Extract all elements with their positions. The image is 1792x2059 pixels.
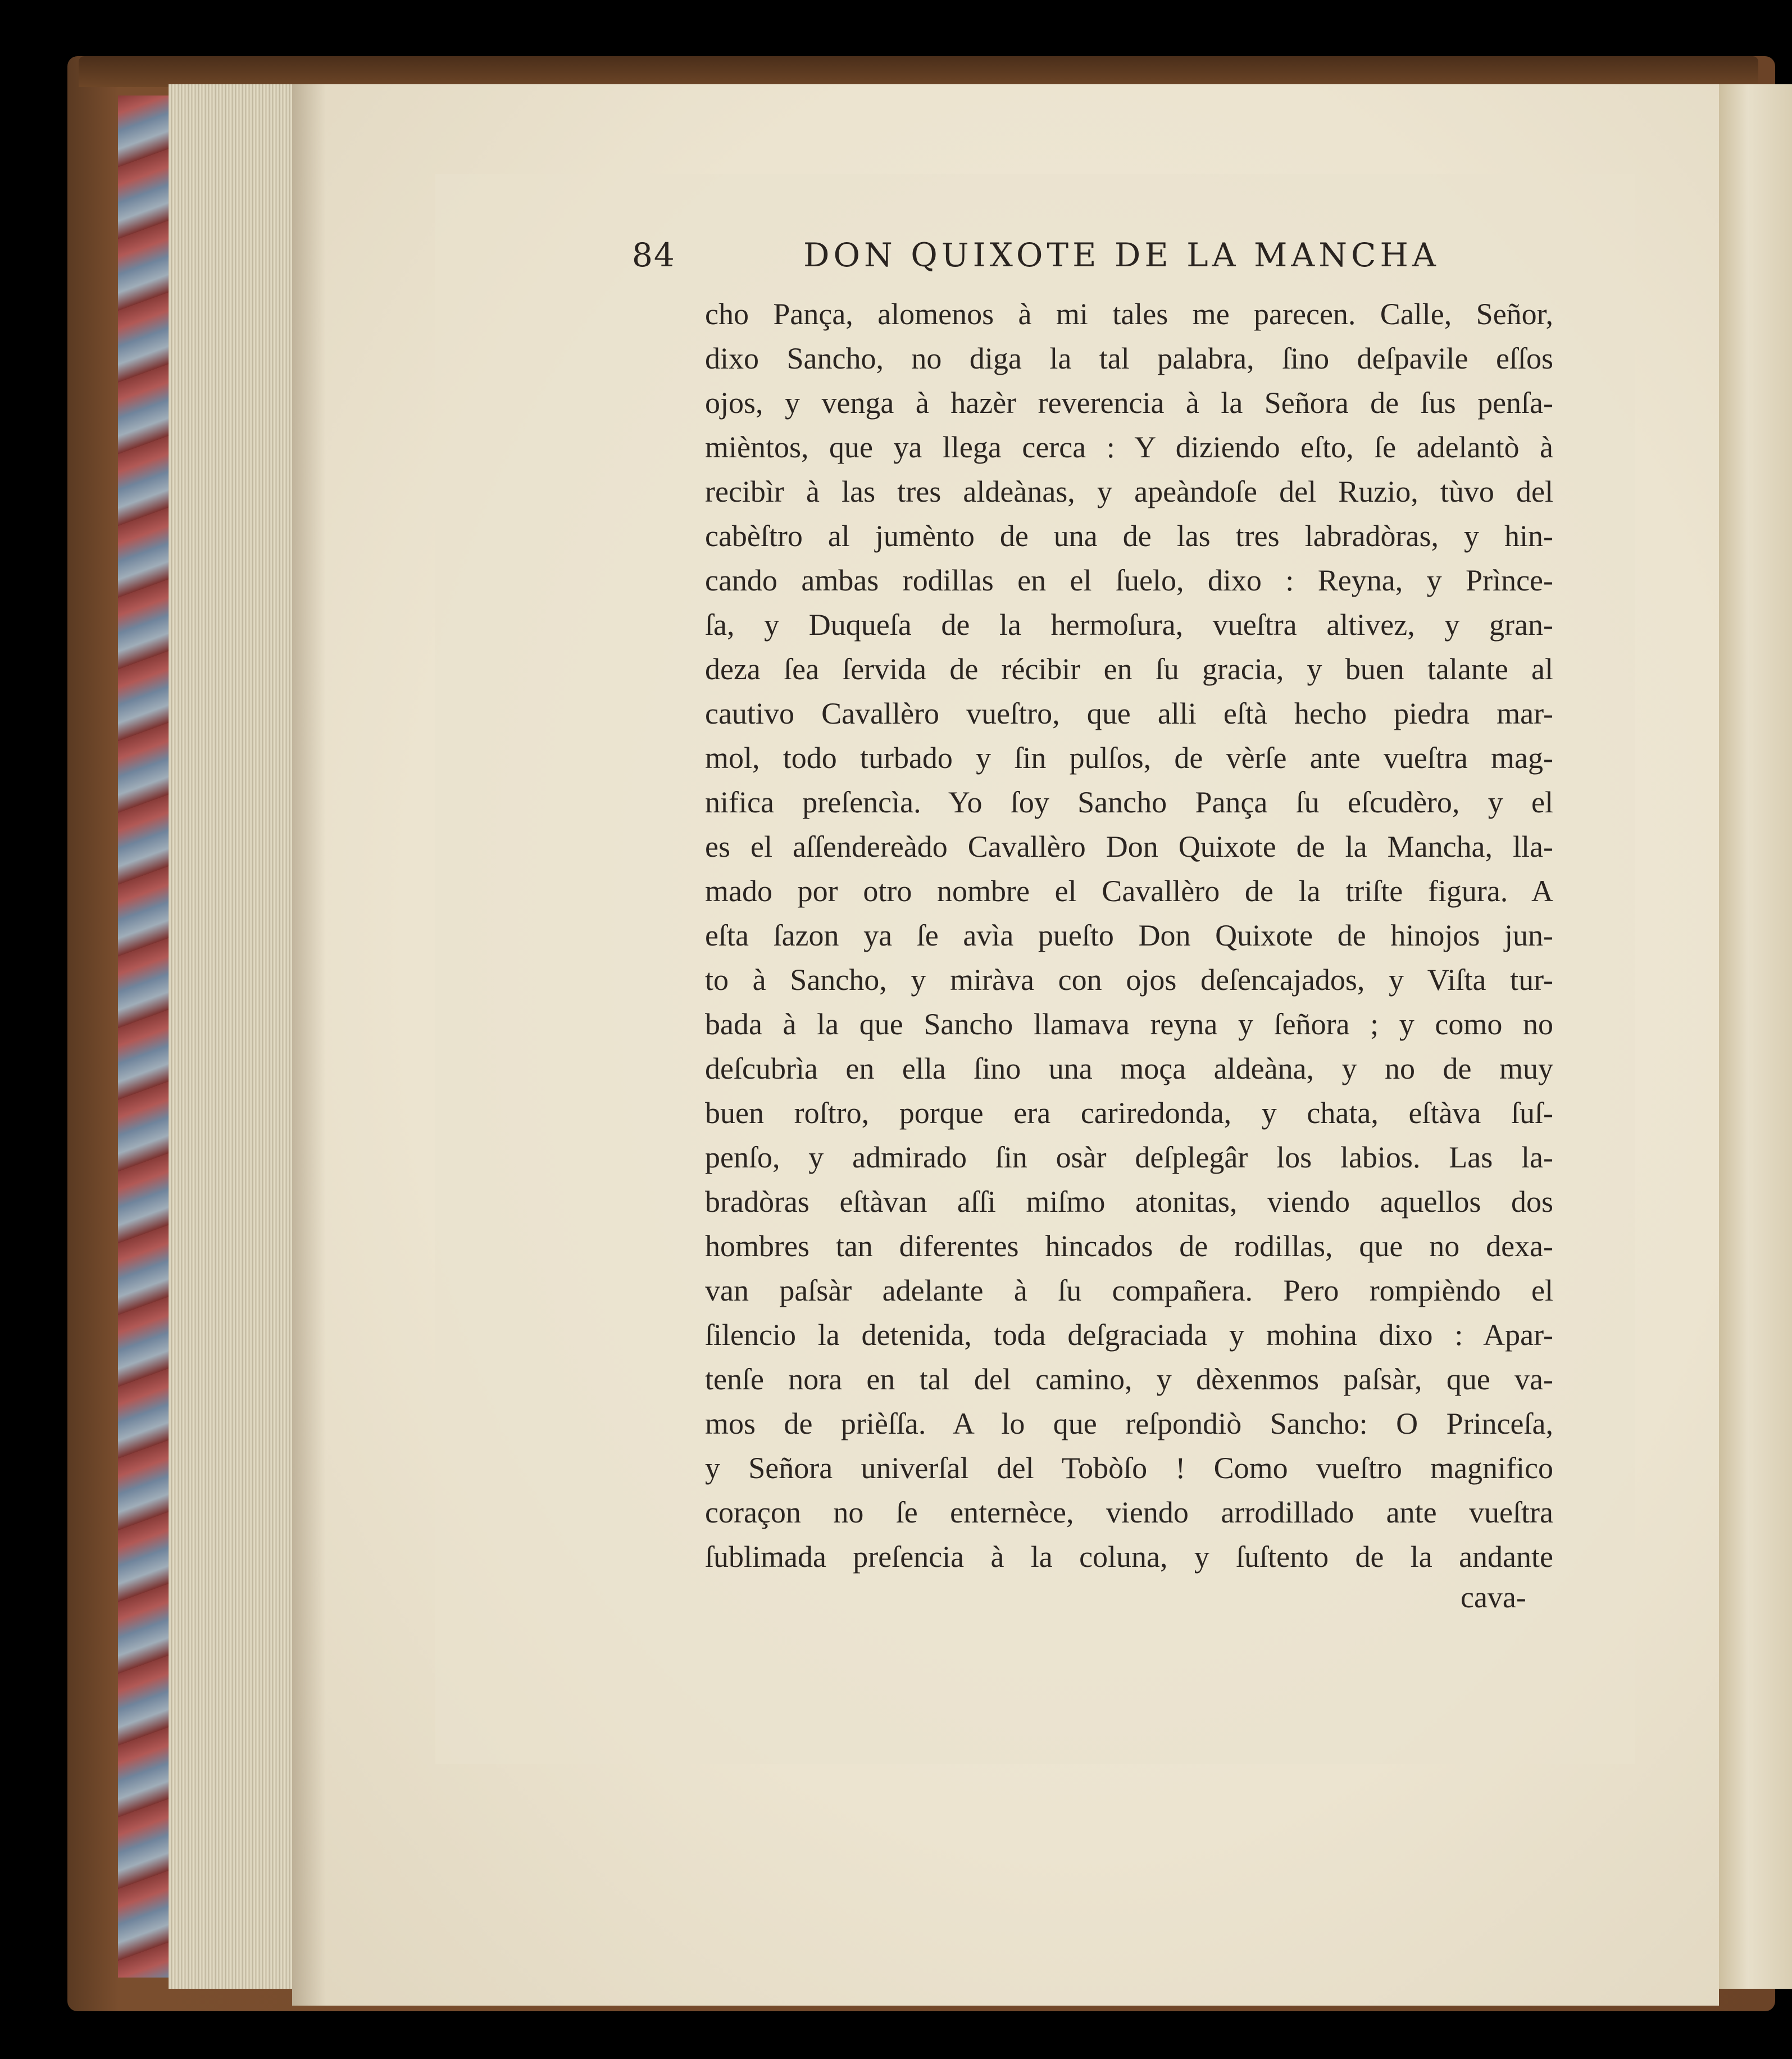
text-line: hombres tan diferentes hincados de rodillas, que no dexa-	[705, 1229, 1553, 1263]
text-line: penſo, y admirado ſin osàr deſplegâr los labios. Las la-	[705, 1140, 1553, 1174]
text-line: deza ſea ſervida de récibir en ſu gracia, y buen talante al	[705, 652, 1553, 686]
body-text	[705, 292, 1553, 1579]
text-line: dixo Sancho, no diga la tal palabra, ſino deſpavile eſſos	[705, 342, 1553, 375]
marbled-edge	[118, 96, 169, 1978]
text-line: es el aſſendereàdo Cavallèro Don Quixote de la Mancha, lla-	[705, 830, 1553, 863]
text-line: mado por otro nombre el Cavallèro de la triſte figura. A	[705, 874, 1553, 908]
text-line: tenſe nora en tal del camino, y dèxenmos paſsàr, que va-	[705, 1362, 1553, 1396]
text-line: y Señora univerſal del Tobòſo ! Como vueſtro magnifico	[705, 1451, 1553, 1485]
facing-page-edge	[1719, 84, 1792, 1989]
running-head: DON QUIXOTE DE LA MANCHA	[803, 236, 1440, 274]
text-line: deſcubrìa en ella ſino una moça aldeàna, y no de muy	[705, 1052, 1553, 1085]
text-line: bada à la que Sancho llamava reyna y ſeñora ; y como no	[705, 1007, 1553, 1041]
catchword: cava-	[1461, 1580, 1526, 1614]
text-line: ſilencio la detenida, toda deſgraciada y mohina dixo : Apar-	[705, 1318, 1553, 1352]
page-header	[632, 236, 1475, 287]
text-line: cabèſtro al jumènto de una de las tres labradòras, y hin-	[705, 519, 1553, 553]
text-line: coraçon no ſe enternèce, viendo arrodillado ante vueſtra	[705, 1496, 1553, 1529]
text-line: mos de prièſſa. A lo que reſpondiò Sancho: O Princeſa,	[705, 1407, 1553, 1440]
page-edges	[169, 84, 298, 1989]
text-line: mièntos, que ya llega cerca : Y diziendo eſto, ſe adelantò à	[705, 430, 1553, 464]
text-line: eſta ſazon ya ſe avìa pueſto Don Quixote de hinojos jun-	[705, 919, 1553, 952]
text-line: ſublimada preſencia à la coluna, y ſuſtento de la andante	[705, 1540, 1553, 1574]
text-line: to à Sancho, y miràva con ojos deſencajados, y Viſta tur-	[705, 963, 1553, 997]
text-line: buen roſtro, porque era cariredonda, y chata, eſtàva ſuſ-	[705, 1096, 1553, 1130]
text-line: ojos, y venga à hazèr reverencia à la Señora de ſus penſa-	[705, 386, 1553, 420]
text-line: cautivo Cavallèro vueſtro, que alli eſtà hecho piedra mar-	[705, 697, 1553, 730]
text-line: cando ambas rodillas en el ſuelo, dixo : Reyna, y Prìnce-	[705, 563, 1553, 597]
text-line: ſa, y Duqueſa de la hermoſura, vueſtra altivez, y gran-	[705, 608, 1553, 642]
page-number: 84	[632, 236, 676, 274]
text-line: mol, todo turbado y ſin pulſos, de vèrſe ante vueſtra mag-	[705, 741, 1553, 775]
book-spine-edge	[79, 56, 1758, 87]
text-line: nifica preſencìa. Yo ſoy Sancho Pança ſu eſcudèro, y el	[705, 785, 1553, 819]
page-gutter-shadow	[292, 84, 326, 2006]
text-line: van paſsàr adelante à ſu compañera. Pero rompièndo el	[705, 1274, 1553, 1307]
text-line: cho Pança, alomenos à mi tales me parecen. Calle, Señor,	[705, 297, 1553, 331]
text-line: recibìr à las tres aldeànas, y apeàndoſe del Ruzio, tùvo del	[705, 475, 1553, 508]
text-line: bradòras eſtàvan aſſi miſmo atonitas, viendo aquellos dos	[705, 1185, 1553, 1219]
